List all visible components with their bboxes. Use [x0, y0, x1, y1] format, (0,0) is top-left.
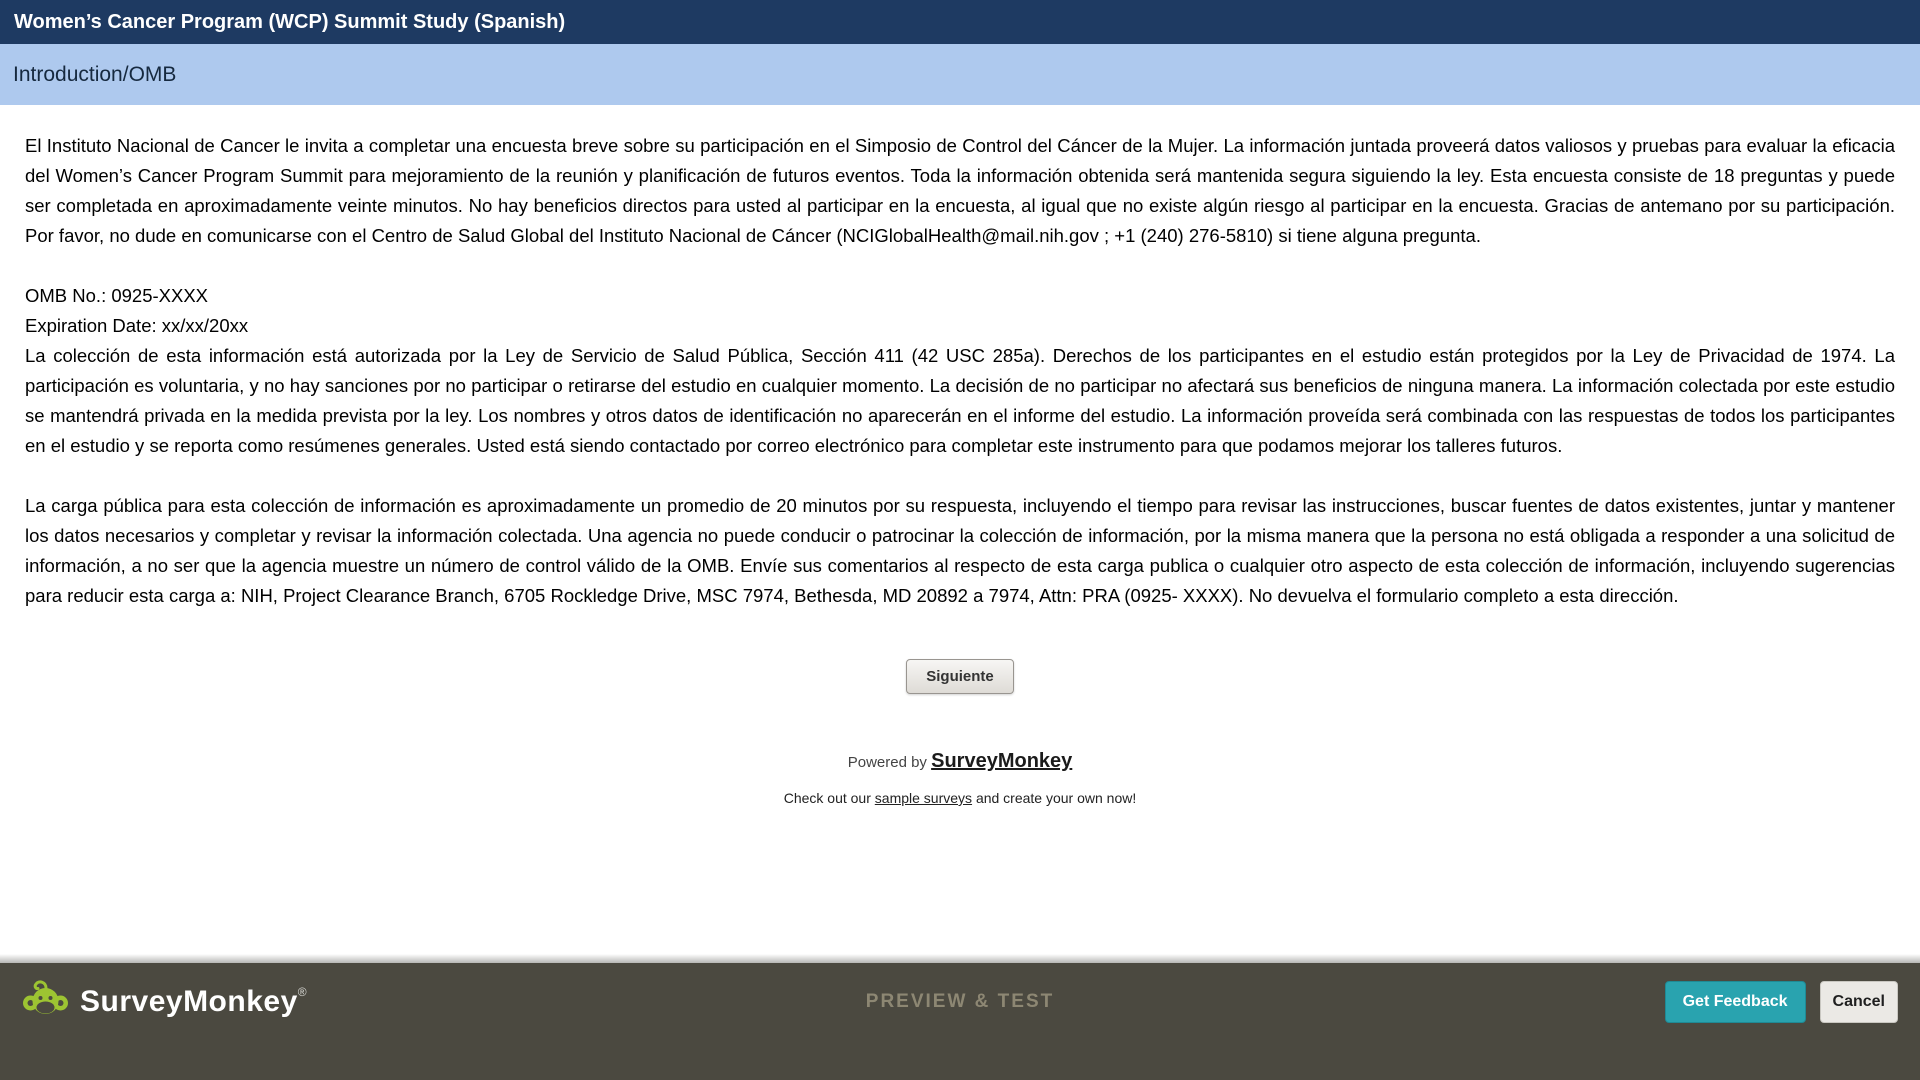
- registered-mark: ®: [297, 984, 308, 999]
- sample-surveys-link[interactable]: sample surveys: [874, 790, 973, 806]
- paragraph-spacer: [25, 251, 1895, 281]
- monkey-icon: [22, 980, 69, 1023]
- expiration-date-line: Expiration Date: xx/xx/20xx: [25, 315, 249, 336]
- siguiente-next-button[interactable]: Siguiente: [906, 659, 1014, 694]
- get-feedback-button[interactable]: Get Feedback: [1665, 981, 1806, 1023]
- intro-paragraph-3: La carga pública para esta colección de información es aproximadamente un promedio de 20 minutos por su respuesta, incluyendo el tiempo para revisar las instrucciones, buscar fuentes de datos existentes, juntar y mantener los datos necesarios y completar y revisar la información colectada. Una agencia no puede conducir o patrocinar la colección de información, por la misma manera que la persona no está obligada a responder a una solicitud de información, a no ser que la agencia muestre un número de control válido de la OMB. Envíe sus comentarios al respecto de esta carga publica o cualquier otro aspecto de esta colección de información, incluyendo sugerencias para reducir esta carga a: NIH, Project Clearance Branch, 6705 Rockledge Drive, MSC 7974, Bethesda, MD 20892 a 7974, Attn: PRA (0925- XXXX). No devuelva el formulario completo a esta dirección.: [25, 495, 1895, 606]
- preview-and-test-label: PREVIEW & TEST: [865, 990, 1055, 1012]
- cancel-button[interactable]: Cancel: [1820, 981, 1898, 1023]
- intro-paragraph-1: El Instituto Nacional de Cancer le invita a completar una encuesta breve sobre su participación en el Simposio de Control del Cáncer de la Mujer. La información juntada proveerá datos valiosos y pruebas para evaluar la eficacia del Women’s Cancer Program Summit para mejoramiento de la reunión y planificación de futuros eventos. Toda la información obtenida será mantenida segura siguiendo la ley. Esta encuesta consiste de 18 preguntas y puede ser completada en aproximadamente veinte minutos. No hay beneficios directos para usted al participar en la encuesta, al igual que no existe algún riesgo al participar en la encuesta. Gracias de antemano por su participación. Por favor, no dude en comunicarse con el Centro de Salud Global del Instituto Nacional de Cáncer (NCIGlobalHealth@mail.nih.gov ; +1 (240) 276-5810) si tiene alguna pregunta.: [25, 135, 1895, 246]
- checkout-suffix: and create your own now!: [975, 790, 1137, 806]
- surveymonkey-logo[interactable]: [22, 980, 307, 1023]
- survey-title-bar: [0, 0, 1920, 44]
- intro-paragraph-2: La colección de esta información está autorizada por la Ley de Servicio de Salud Pública, Sección 411 (42 USC 285a). Derechos de los participantes en el estudio están protegidos por la Ley de Privacidad de 1974. La participación es voluntaria, y no hay sanciones por no participar o retirarse del estudio en cualquier momento. La decisión de no participar no afectará sus beneficios de ninguna manera. La información colectada por este estudio se mantendrá privada en la medida prevista por la ley. Los nombres y otros datos de identificación no aparecerán en el informe del estudio. La información proveída será combinada con las respuestas de todos los participantes en el estudio y se reporta como resúmenes generales. Usted está siendo contactado por correo electrónico para completar este instrumento para que podamos mejorar los talleres futuros.: [25, 345, 1895, 456]
- footer-top-shadow: [0, 954, 1920, 963]
- omb-number-line: OMB No.: 0925-XXXX: [25, 285, 209, 306]
- survey-intro-content: [0, 105, 1920, 813]
- section-title: Introduction/OMB: [13, 63, 177, 86]
- powered-by-line: [25, 746, 1895, 778]
- preview-footer-bar: [0, 963, 1920, 1080]
- sample-surveys-line: [25, 783, 1895, 813]
- powered-by-prefix: Powered by: [847, 754, 927, 771]
- paragraph-spacer: [25, 461, 1895, 491]
- surveymonkey-powered-link[interactable]: SurveyMonkey: [931, 750, 1073, 772]
- section-header-bar: [0, 44, 1920, 105]
- surveymonkey-wordmark: SurveyMonkey®: [80, 984, 308, 1018]
- survey-title: Women’s Cancer Program (WCP) Summit Study (Spanish): [14, 11, 566, 33]
- footer-actions: [1665, 981, 1898, 1023]
- checkout-prefix: Check out our: [783, 790, 871, 806]
- footer-content-row: [0, 963, 1920, 1040]
